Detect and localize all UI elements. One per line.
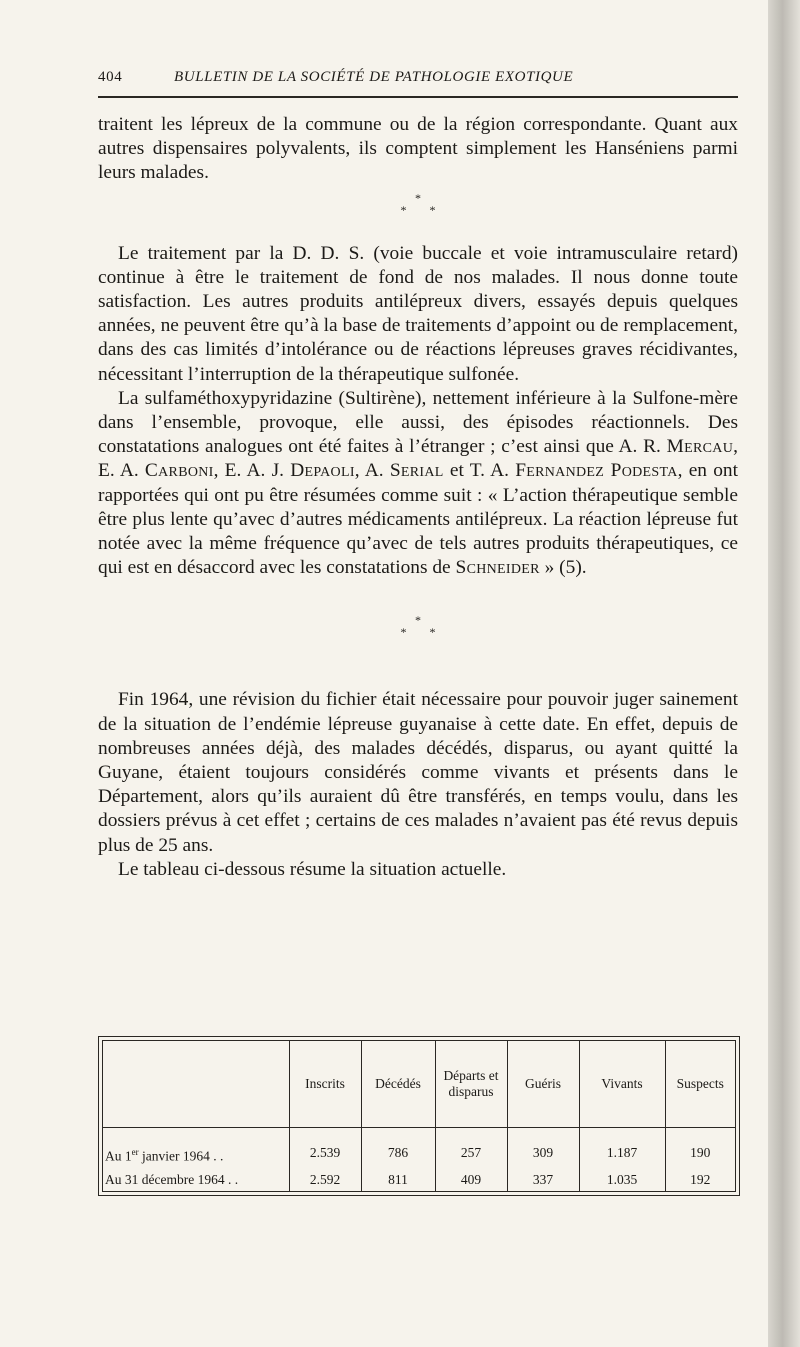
table-header-row — [103, 1041, 735, 1128]
author-name: Serial — [389, 460, 444, 482]
scan-binding-edge — [768, 0, 800, 1347]
author-name: Fernandez Podesta — [515, 460, 678, 482]
row-label-text: Au 1 — [105, 1148, 132, 1164]
table-cell: 309 — [507, 1128, 579, 1171]
row-label-superscript: er — [131, 1147, 139, 1157]
column-header: Suspects — [665, 1041, 735, 1128]
paragraph-dispensaries: traitent les lépreux de la commune ou de la région correspondante. Quant aux autres dispensaires polyvalents, ils comptent simplement les Hanséniens parmi leurs malades. — [98, 114, 738, 184]
asterism-top: * — [415, 190, 421, 205]
author-name: Schneider — [455, 557, 540, 579]
table-cell: 811 — [361, 1171, 435, 1191]
author-name: Carboni — [144, 460, 214, 482]
section-separator — [98, 614, 738, 638]
row-label-text: Au 31 décembre 1964 . . — [105, 1171, 239, 1187]
row-label-text: janvier 1964 . . — [138, 1148, 224, 1164]
author-name: Depaoli — [290, 460, 355, 482]
table-cell: 1.035 — [579, 1171, 665, 1191]
header-rule — [98, 96, 738, 98]
asterism-top: * — [415, 613, 421, 628]
column-header: Inscrits — [289, 1041, 361, 1128]
table-cell: 2.592 — [289, 1171, 361, 1191]
column-header: Vivants — [579, 1041, 665, 1128]
text-run: La sulfaméthoxypyridazine (Sultirène), nettement inférieure à la Sulfone-mère dans l’ensemble, provoque, elle aussi, des épisodes réactionnels. Des constatations analogues ont été faites à l’étranger ; c’est ainsi que A. R. — [98, 387, 738, 458]
table-cell: 1.187 — [579, 1128, 665, 1171]
text-run: , E. A. — [98, 436, 738, 482]
column-header: Départs et disparus — [435, 1041, 507, 1128]
paragraph-dds-treatment: Le traitement par la D. D. S. (voie buccale et voie intramusculaire retard) continue à être le traitement de fond de nos malades. Il nous donne toute satisfaction. Les autres produits antilépreux divers, essayés depuis quelques années, ne peuvent être qu’à la base de traitements d’appoint ou de remplacement, dans des cas limités d’intolérance ou de réactions lépreuses graves récidivantes, nécessitant l’interruption de la thérapeutique sulfonée. — [98, 242, 738, 385]
table-cell: 409 — [435, 1171, 507, 1191]
table-cell: 786 — [361, 1128, 435, 1171]
author-name: Mercau — [666, 436, 734, 458]
text-run: , E. A. J. — [213, 460, 291, 482]
column-header: Guéris — [507, 1041, 579, 1128]
table-cell: 190 — [665, 1128, 735, 1171]
paragraph-file-revision: Fin 1964, une révision du fichier était nécessaire pour pouvoir juger sainement de la situation de l’endémie lépreuse guyanaise à cette date. En effet, depuis de nombreuses années déjà, des malades décédés, disparus, ou ayant quitté la Guyane, étaient toujours considérés comme vivants et présents dans le Département, alors qu’ils auraient dû être transférés, en temps voulu, dans les dossiers prévus à cet effet ; certains de ces malades n’avaient pas été revus depuis plus de 25 ans. — [98, 689, 738, 856]
table-cell: 2.539 — [289, 1128, 361, 1171]
section-separator — [98, 192, 738, 216]
row-label — [103, 1171, 289, 1191]
table-cell: 257 — [435, 1128, 507, 1171]
text-run: » (5). — [539, 557, 587, 579]
article-body — [98, 113, 738, 882]
paragraph-table-intro: Le tableau ci-dessous résume la situation actuelle. — [118, 858, 507, 880]
table-row — [103, 1171, 735, 1191]
row-label — [103, 1128, 289, 1171]
asterism-bottom: * * — [400, 202, 446, 217]
paragraph-sultirene — [98, 387, 738, 581]
statistics-table — [103, 1041, 735, 1191]
table-row — [103, 1128, 735, 1171]
table-cell: 337 — [507, 1171, 579, 1191]
text-run: et T. A. — [443, 460, 516, 482]
table-cell: 192 — [665, 1171, 735, 1191]
asterism-bottom: * * — [400, 625, 446, 640]
column-header: Décédés — [361, 1041, 435, 1128]
journal-title: BULLETIN DE LA SOCIÉTÉ DE PATHOLOGIE EXOTIQUE — [174, 69, 574, 85]
text-run: , A. — [354, 460, 390, 482]
page-number: 404 — [98, 69, 123, 85]
text-run: , en ont rapportées qui ont pu être résumées comme suit : « L’action thérapeutique semble être plus lente qu’avec d’autres médicaments antilépreux. La réaction lépreuse fut notée avec la même fréquence qu’avec de tels autres produits thérapeutiques, ce qui est en désaccord avec les constatations de — [98, 460, 738, 579]
table-corner-cell — [103, 1041, 289, 1128]
statistics-table-frame — [98, 1036, 740, 1196]
